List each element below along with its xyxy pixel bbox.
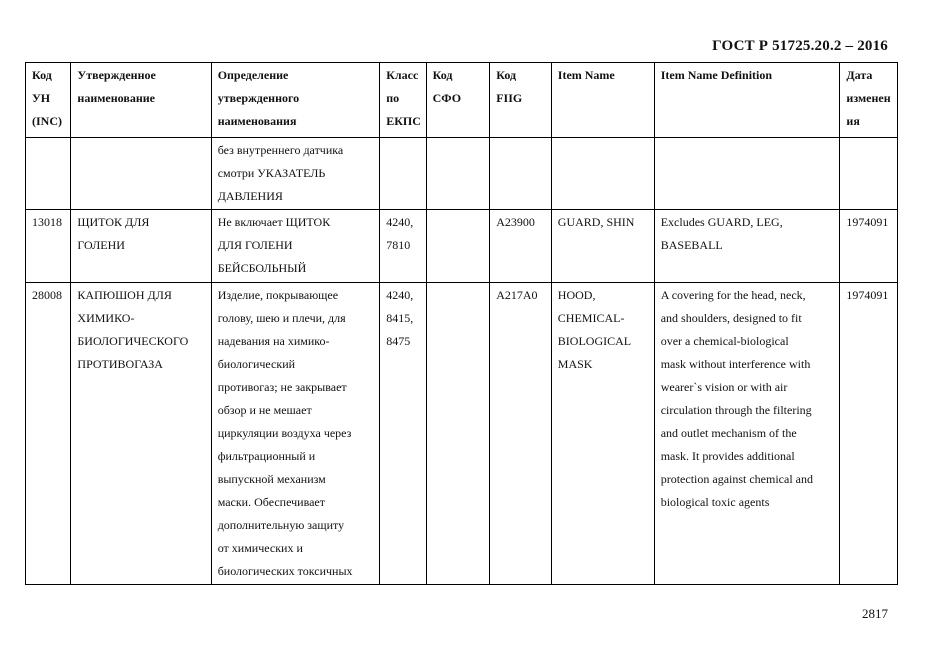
- column-header: Определение утвержденного наименования: [211, 63, 380, 138]
- column-header: Item Name: [551, 63, 654, 138]
- table-cell: [551, 138, 654, 210]
- table-row: [26, 283, 898, 585]
- table-cell: [840, 138, 898, 210]
- table-row: [26, 138, 898, 210]
- table-cell: A23900: [490, 210, 552, 283]
- table-cell: [490, 138, 552, 210]
- standard-header: ГОСТ Р 51725.20.2 – 2016: [712, 38, 888, 54]
- table-cell: A217A0: [490, 283, 552, 585]
- table-row: [26, 210, 898, 283]
- column-header: Item Name Definition: [654, 63, 840, 138]
- table-header-row: [26, 63, 898, 138]
- column-header: Класс по ЕКПС: [380, 63, 426, 138]
- column-header: Утвержденное наименование: [71, 63, 211, 138]
- table-cell: Изделие, покрывающее голову, шею и плечи, для надевания на химико- биологический противогаз; не закрывает обзор и не мешает циркуляции воздуха через фильтрационный и выпускной механизм маски. Обеспечивает дополнительную защиту от химических и биологических токсичных: [211, 283, 380, 585]
- column-header: Код FIIG: [490, 63, 552, 138]
- table-cell: 28008: [26, 283, 71, 585]
- table-cell: [426, 210, 490, 283]
- table-cell: [426, 138, 490, 210]
- page-number: 2817: [862, 606, 888, 621]
- table-cell: GUARD, SHIN: [551, 210, 654, 283]
- table-cell: [380, 138, 426, 210]
- table-cell: Не включает ЩИТОК ДЛЯ ГОЛЕНИ БЕЙСБОЛЬНЫЙ: [211, 210, 380, 283]
- table-cell: 13018: [26, 210, 71, 283]
- table-cell: Excludes GUARD, LEG, BASEBALL: [654, 210, 840, 283]
- table-cell: ЩИТОК ДЛЯ ГОЛЕНИ: [71, 210, 211, 283]
- table-cell: 1974091: [840, 210, 898, 283]
- column-header: Код СФО: [426, 63, 490, 138]
- catalog-table: [25, 62, 898, 585]
- column-header: Дата изменен ия: [840, 63, 898, 138]
- table-cell: A covering for the head, neck, and shoulders, designed to fit over a chemical-biological mask without interference with wearer`s vision or with air circulation through the filtering and outlet mechanism of the mask. It provides additional protection against chemical and biological toxic agents: [654, 283, 840, 585]
- table-cell: HOOD, CHEMICAL- BIOLOGICAL MASK: [551, 283, 654, 585]
- table-cell: 4240, 8415, 8475: [380, 283, 426, 585]
- table-cell: КАПЮШОН ДЛЯ ХИМИКО- БИОЛОГИЧЕСКОГО ПРОТИВОГАЗА: [71, 283, 211, 585]
- table-cell: [654, 138, 840, 210]
- table-cell: без внутреннего датчика смотри УКАЗАТЕЛЬ ДАВЛЕНИЯ: [211, 138, 380, 210]
- column-header: Код УН (INC): [26, 63, 71, 138]
- table-cell: 4240, 7810: [380, 210, 426, 283]
- table-cell: [426, 283, 490, 585]
- table-cell: [71, 138, 211, 210]
- table-cell: 1974091: [840, 283, 898, 585]
- table-cell: [26, 138, 71, 210]
